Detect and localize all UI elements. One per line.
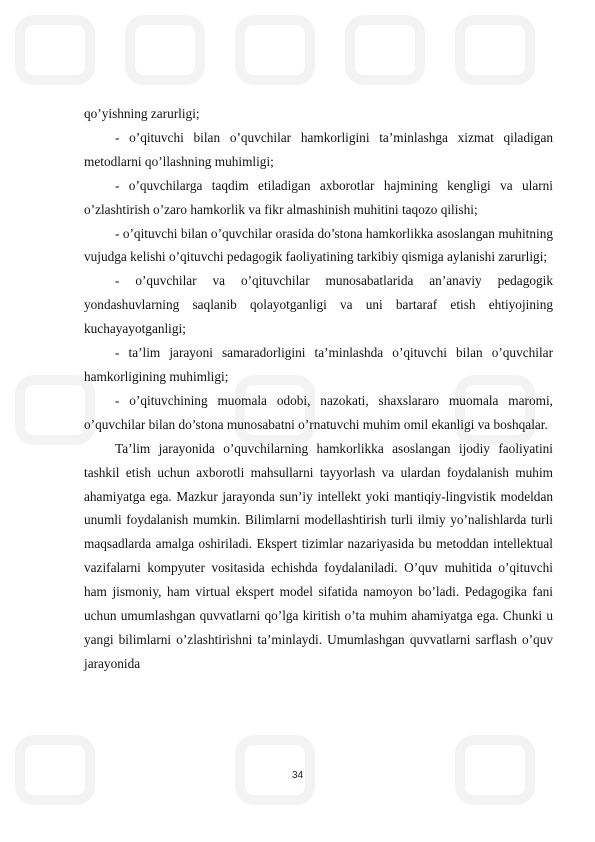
paragraph: - ta’lim jarayoni samaradorligini ta’minlashda o’qituvchi bilan o’quvchilar hamkorligining muhimligi; xyxy=(84,345,553,384)
paragraph: - o’quvchilar va o’qituvchilar munosabatlarida an’anaviy pedagogik yondashuvlarning saqlanib qolayotganligi va uni bartaraf etish ehtiyojining kuchayayotganligi; xyxy=(84,273,553,337)
page-number: 34 xyxy=(291,770,304,781)
paragraph: Ta’lim jarayonida o’quvchilarning hamkorlikka asoslangan ijodiy faoliyatini tashkil etish uchun axborotli mahsullarni tayyorlash va ulardan foydalanish muhim ahamiyatga ega. Mazkur jarayonda sun’iy intellekt yoki mantiqiy-lingvistik modeldan unumli foydalanish mumkin. Bilimlarni modellashtirish turli ilmiy yo’nalishlarda turli maqsadlarda amalga oshiriladi. Ekspert tizimlar nazariyasida bu metoddan intellektual vazifalarni kompyuter vositasida echishda foydalaniladi. O’quv muhitida o’qituvchi ham jismoniy, ham virtual ekspert model sifatida namoyon bo’ladi. Pedagogika fani uchun umumlashgan quvvatlarni qo’lga kiritish o’ta muhim ahamiyatga ega. Chunki u yangi bilimlarni o’zlashtirishni ta’minlaydi. Umumlashgan quvvatlarni sarflash o’quv jarayonida xyxy=(84,440,553,671)
paragraph: - o’qituvchining muomala odobi, nazokati, shaxslararo muomala maromi, o’quvchilar bilan do’stona munosabatni o’rnatuvchi muhim omil ekanligi va boshqalar. xyxy=(84,392,553,432)
paragraph: - o’qituvchi bilan o’quvchilar hamkorligini ta’minlashga xizmat qiladigan metodlarni qo’llashning muhimligi; xyxy=(84,129,553,169)
paragraph: qo’yishning zarurligi; xyxy=(84,106,200,121)
paragraph: - o’quvchilarga taqdim etiladigan axborotlar hajmining kengligi va ularni o’zlashtirish o’zaro hamkorlik va fikr almashinish muhitini taqozo qilishi; xyxy=(84,177,553,217)
document-page xyxy=(84,102,553,676)
paragraph: - o’qituvchi bilan o’quvchilar orasida do’stona hamkorlikka asoslangan muhitning vujudga kelishi o’qituvchi pedagogik faoliyatining tarkibiy qismiga aylanishi zarurligi; xyxy=(84,225,553,265)
